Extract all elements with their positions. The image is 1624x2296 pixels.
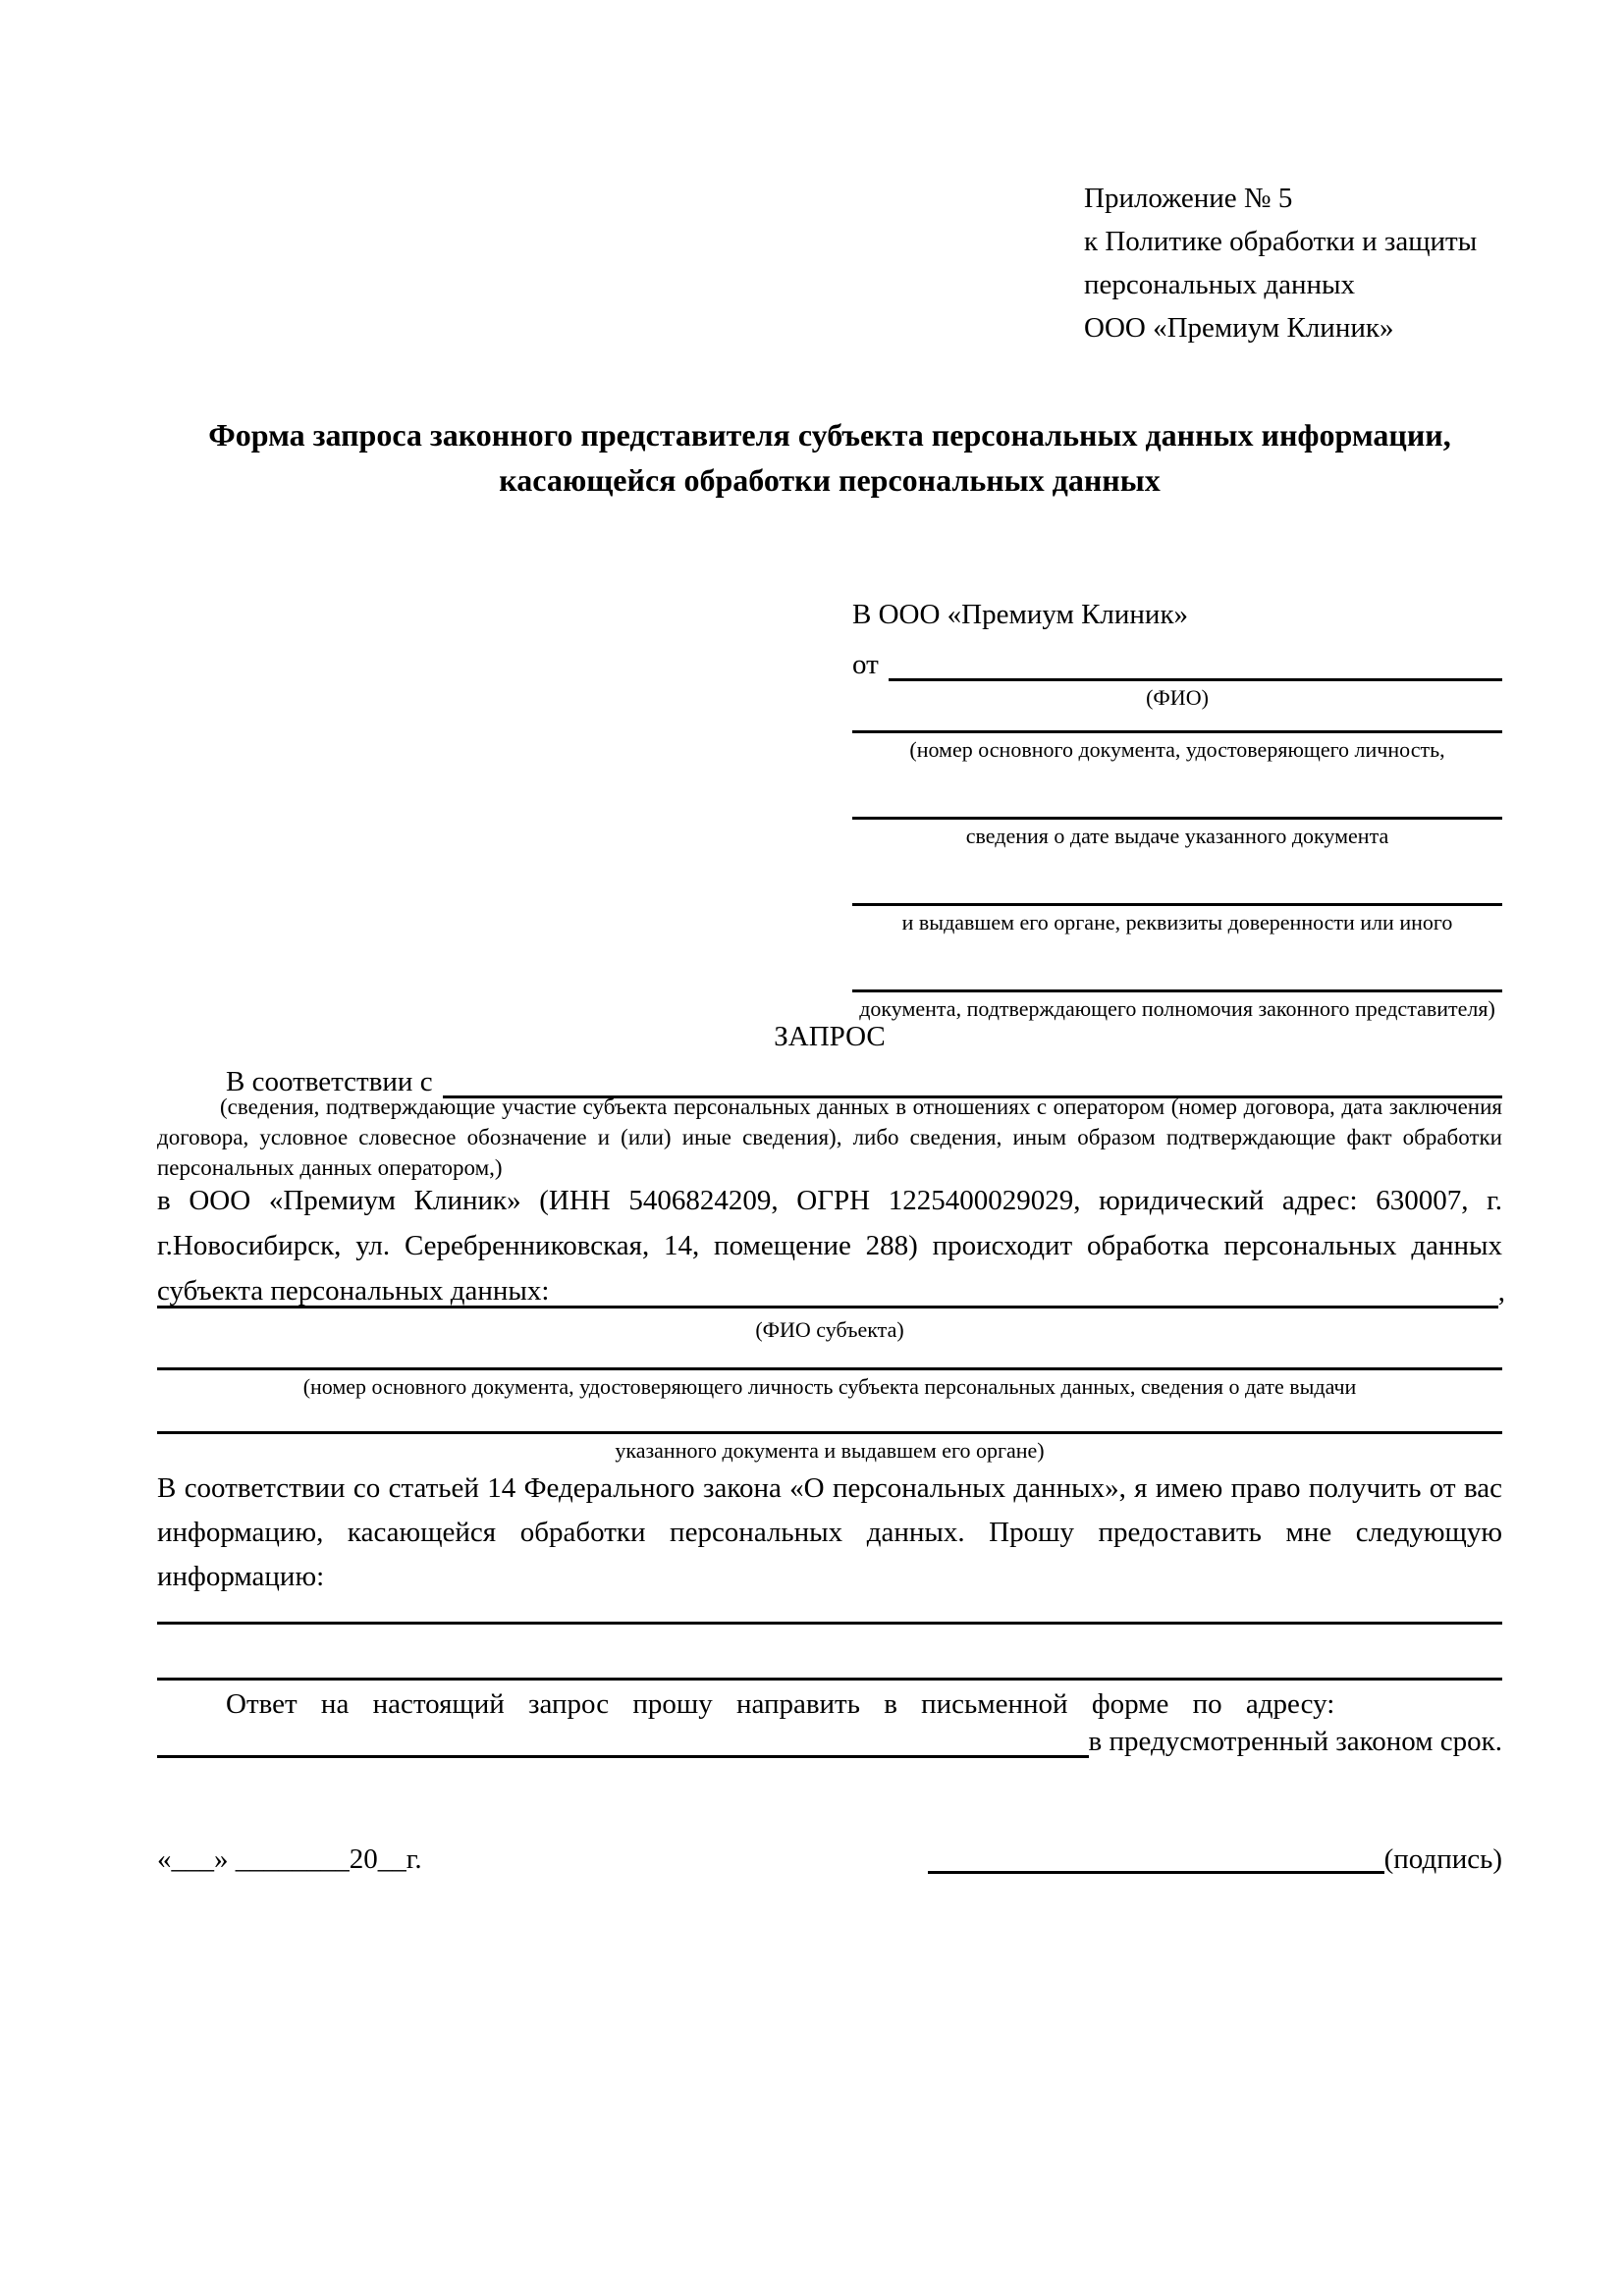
subject-doc-line-2 xyxy=(157,1431,1502,1464)
fio-caption: (ФИО) xyxy=(1146,685,1209,710)
appendix-line: ООО «Премиум Клиник» xyxy=(1084,312,1394,344)
signature-group xyxy=(928,1842,1502,1874)
signature-line xyxy=(928,1842,1384,1874)
date-field: «___» ________20__г. xyxy=(157,1843,422,1875)
signature-caption: (подпись) xyxy=(1383,1843,1502,1875)
fill-line-from xyxy=(889,645,1502,681)
reply-tail-text: в предусмотренный законом срок. xyxy=(1088,1726,1502,1757)
subject-comma: , xyxy=(1497,1276,1505,1308)
request-heading: ЗАПРОС xyxy=(774,1021,886,1052)
fill-line-subject-fio xyxy=(157,1272,1498,1308)
line-caption: документа, подтверждающего полномочия законного представителя) xyxy=(859,996,1495,1021)
from-label: от xyxy=(852,649,879,680)
line-caption: сведения о дате выдаче указанного документа xyxy=(965,824,1389,848)
operator-paragraph: в ООО «Премиум Клиник» (ИНН 5406824209, ОГРН 1225400029029, юридический адрес: 630007, г. г.Новосибирск, ул. Серебренниковская, 14, помещение 288) происходит обработка персональных данных субъекта персональных данных: xyxy=(157,1185,1502,1307)
representative-doc-line-1 xyxy=(852,730,1502,763)
subject-doc-caption-2: указанного документа и выдавшем его органе) xyxy=(615,1438,1045,1463)
line-caption: и выдавшем его органе, реквизиты доверенности или иного xyxy=(901,910,1453,934)
law-paragraph: В соответствии со статьей 14 Федерального закона «О персональных данных», я имею право получить от вас информацию, касающейся обработки персональных данных. Прошу предоставить мне следующую информацию: xyxy=(157,1472,1502,1592)
appendix-block xyxy=(1084,177,1477,349)
representative-doc-line-4 xyxy=(852,989,1502,1022)
addressee-from-row xyxy=(852,645,1502,681)
appendix-line: Приложение № 5 xyxy=(1084,183,1293,214)
subject-fio-row xyxy=(157,1272,1505,1308)
accordance-caption: (сведения, подтверждающие участие субъекта персональных данных в отношениях с оператором (номер договора, дата заключения договора, условное словесное обозначение и (или) иные сведения), либо сведения, иным образом подтверждающие факт обработки персональных данных оператором,) xyxy=(157,1095,1502,1180)
appendix-line: к Политике обработки и защиты xyxy=(1084,226,1478,257)
subject-doc-caption-1: (номер основного документа, удостоверяющего личность субъекта персональных данных, сведения о дате выдачи xyxy=(302,1374,1357,1399)
representative-doc-line-3 xyxy=(852,903,1502,935)
footer-row xyxy=(157,1842,1502,1874)
subject-doc-line-1 xyxy=(157,1367,1502,1400)
fill-line-address xyxy=(157,1722,1089,1758)
reply-paragraph: Ответ на настоящий запрос прошу направить в письменной форме по адресу: xyxy=(226,1688,1335,1720)
line-caption: (номер основного документа, удостоверяющего личность, xyxy=(909,737,1445,762)
accordance-label: В соответствии с xyxy=(226,1066,433,1097)
addressee-to: В ООО «Премиум Клиник» xyxy=(852,599,1189,630)
fill-line-info-2 xyxy=(157,1678,1502,1681)
subject-fio-caption: (ФИО субъекта) xyxy=(755,1317,904,1342)
page-title: Форма запроса законного представителя субъекта персональных данных информации, касающейся обработки персональных данных xyxy=(208,417,1451,498)
addressee-block xyxy=(852,599,1502,711)
representative-doc-line-2 xyxy=(852,817,1502,849)
reply-tail-row xyxy=(157,1722,1502,1758)
fill-line-info-1 xyxy=(157,1622,1502,1625)
appendix-line: персональных данных xyxy=(1084,269,1356,300)
